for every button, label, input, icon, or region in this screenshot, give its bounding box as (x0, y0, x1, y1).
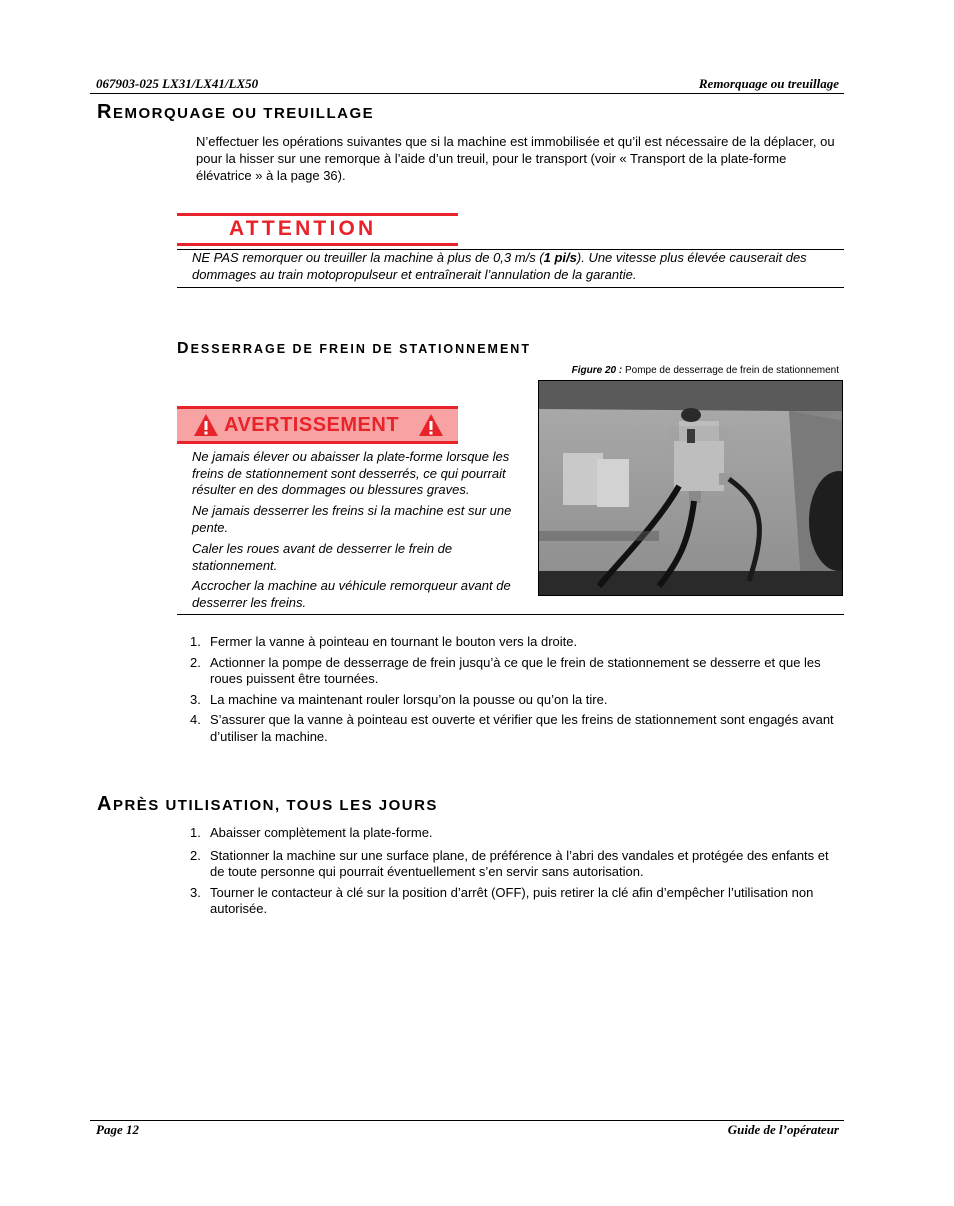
warning-rule-bottom (177, 614, 844, 615)
list-item: 4. S’assurer que la vanne à pointeau est ouverte et vérifier que les freins de stationnement sont engagés avant d’utiliser la machine. (190, 712, 834, 744)
warning-triangle-icon (193, 413, 219, 437)
list-item: 2. Actionner la pompe de desserrage de frein jusqu’à ce que le frein de stationnement se desserre et que les roues puissent être tournées. (190, 654, 821, 686)
brake-release-steps (190, 634, 844, 745)
attention-text: NE PAS remorquer ou treuiller la machine à plus de 0,3 m/s (1 pi/s). Une vitesse plus élevée causerait des dommages au train motopropulseur et entraînerait l’annulation de la garantie. (192, 250, 807, 282)
guide-title: Guide de l’opérateur (727, 1122, 839, 1137)
list-item: 3. La machine va maintenant rouler lorsqu’on la pousse ou qu’on la tire. (190, 691, 608, 707)
doc-reference: 067903-025 LX31/LX41/LX50 (96, 76, 259, 91)
attention-banner (177, 213, 458, 246)
attention-label: ATTENTION (229, 217, 377, 240)
warning-item: Accrocher la machine au véhicule remorqueur avant de desserrer les freins. (192, 578, 511, 610)
header-rule (90, 93, 844, 94)
warning-item: Ne jamais élever ou abaisser la plate-forme lorsque les freins de stationnement sont desserrés, ce qui pourrait résulter en des dommages ou blessures graves. (192, 449, 510, 497)
brake-pump-photo (538, 380, 843, 596)
list-item: 2. Stationner la machine sur une surface plane, de préférence à l’abri des vandales et protégée des enfants et de toute personne qui pourrait éventuellement s’en servir sans autorisation. (190, 847, 829, 879)
list-item: 1. Abaisser complètement la plate-forme. (190, 825, 433, 840)
warning-item: Ne jamais desserrer les freins si la machine est sur une pente. (192, 503, 512, 535)
attention-rule-bottom (177, 287, 844, 288)
figure-caption: Figure 20 : Pompe de desserrage de frein de stationnement (571, 365, 839, 376)
footer-rule (90, 1120, 844, 1121)
page-number: Page 12 (96, 1122, 139, 1137)
warning-banner (177, 406, 458, 444)
list-item: 3. Tourner le contacteur à clé sur la position d’arrêt (OFF), puis retirer la clé afin d’empêcher l’utilisation non autorisée. (190, 884, 814, 916)
warning-triangle-icon (418, 413, 444, 437)
section-title-brake-release: DESSERRAGE DE FREIN DE STATIONNEMENT (177, 340, 531, 357)
list-item: 1. Fermer la vanne à pointeau en tournant le bouton vers la droite. (190, 634, 578, 649)
warning-label: AVERTISSEMENT (224, 414, 400, 436)
brake-pump-illustration (539, 381, 843, 596)
running-section-title: Remorquage ou treuillage (698, 76, 839, 91)
section-title-daily-after-use: APRÈS UTILISATION, TOUS LES JOURS (97, 793, 438, 815)
section-title-towing: REMORQUAGE OU TREUILLAGE (97, 101, 375, 123)
after-use-steps (190, 825, 844, 918)
towing-intro: N’effectuer les opérations suivantes que si la machine est immobilisée et qu’il est nécessaire de la déplacer, ou pour la hisser sur une remorque à l’aide d’un treuil, pour le transport (voir « Transport de la plate-forme élévatrice » à la page 36). (196, 134, 835, 183)
warning-item: Caler les roues avant de desserrer le frein de stationnement. (192, 541, 453, 573)
